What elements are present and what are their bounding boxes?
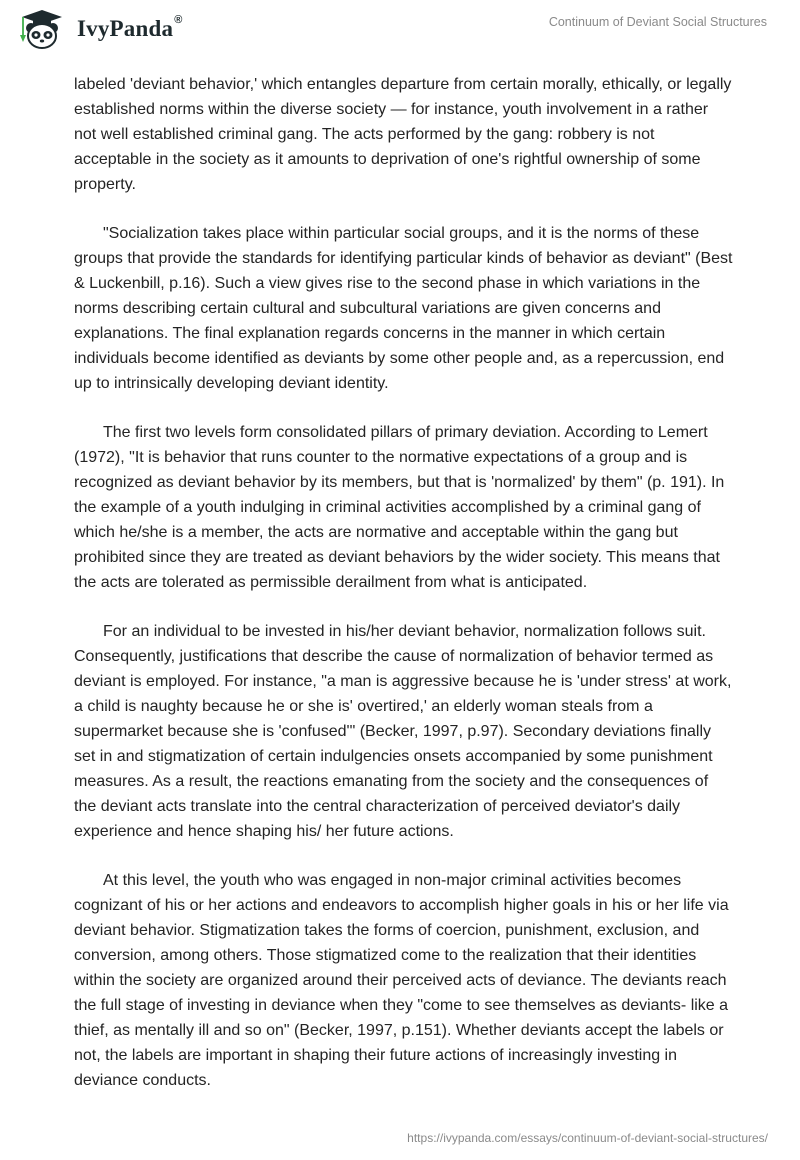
paragraph: The first two levels form consolidated pillars of primary deviation. According to Lemert (1972), "It is behavior that runs counter to the normative expectations of a group and is recognized as deviant behavior by its members, but that is 'normalized' by them" (p. 191). In the example of a youth indulging in criminal activities accomplished by a criminal gang of which he/she is a member, the acts are normative and acceptable within the gang but prohibited since they are treated as deviant behaviors by the wider society. This means that the acts are tolerated as permissible derailment from what is anticipated. [74,424,725,591]
ivypanda-logo[interactable] [14,8,183,50]
document-title: Continuum of Deviant Social Structures [548,15,767,29]
paragraph: labeled 'deviant behavior,' which entangles departure from certain morally, ethically, or legally established norms within the diverse society — for instance, youth involvement in a rather not well established criminal gang. The acts performed by the gang: robbery is not acceptable in the society as it amounts to deprivation of one's rightful ownership of some property. [74,76,732,193]
brand-name: IvyPanda® [77,14,183,41]
paragraph: For an individual to be invested in his/her deviant behavior, normalization follows suit. Consequently, justifications that describe the cause of normalization of behavior termed as deviant is employed. For instance, "a man is aggressive because he is 'under stress' at work, a child is naughty because he or she is' overtired,' an elderly woman steals from a supermarket because she is 'confused'" (Becker, 1997, p.97). Secondary deviations finally set in and stigmatization of certain indulgencies onsets accompanied by some punishment measures. As a result, the reactions emanating from the society and the consequences of the deviant acts translate into the central characterization of perceived deviator's daily experience and hence shaping his/ her future actions. [74,623,732,840]
source-url[interactable]: https://ivypanda.com/essays/continuum-of-deviant-social-structures/ [407,1131,768,1145]
essay-body [74,72,734,1117]
page-header [0,0,800,60]
paragraph: At this level, the youth who was engaged in non-major criminal activities becomes cognizant of his or her actions and endeavors to accomplish higher goals in his or her life via deviant behavior. Stigmatization takes the forms of coercion, punishment, exclusion, and conversion, among others. Those stigmatized come to the realization that their identities within the society are organized around their perceived acts of deviance. The deviants reach the full stage of investing in deviance when they "come to see themselves as deviants- like a thief, as mentally ill and so on" (Becker, 1997, p.151). Whether deviants accept the labels or not, the labels are important in shaping their future actions of increasingly investing in deviance conducts. [74,872,729,1089]
panda-graduate-icon [14,8,70,50]
paragraph: "Socialization takes place within particular social groups, and it is the norms of these groups that provide the standards for identifying particular kinds of behavior as deviant" (Best & Luckenbill, p.16). Such a view gives rise to the second phase in which variations in the norms describing certain cultural and subcultural variations are given concerns and explanations. The final explanation regards concerns in the manner in which certain individuals become identified as deviants by some other people and, as a repercussion, end up to intrinsically developing deviant identity. [74,225,733,392]
